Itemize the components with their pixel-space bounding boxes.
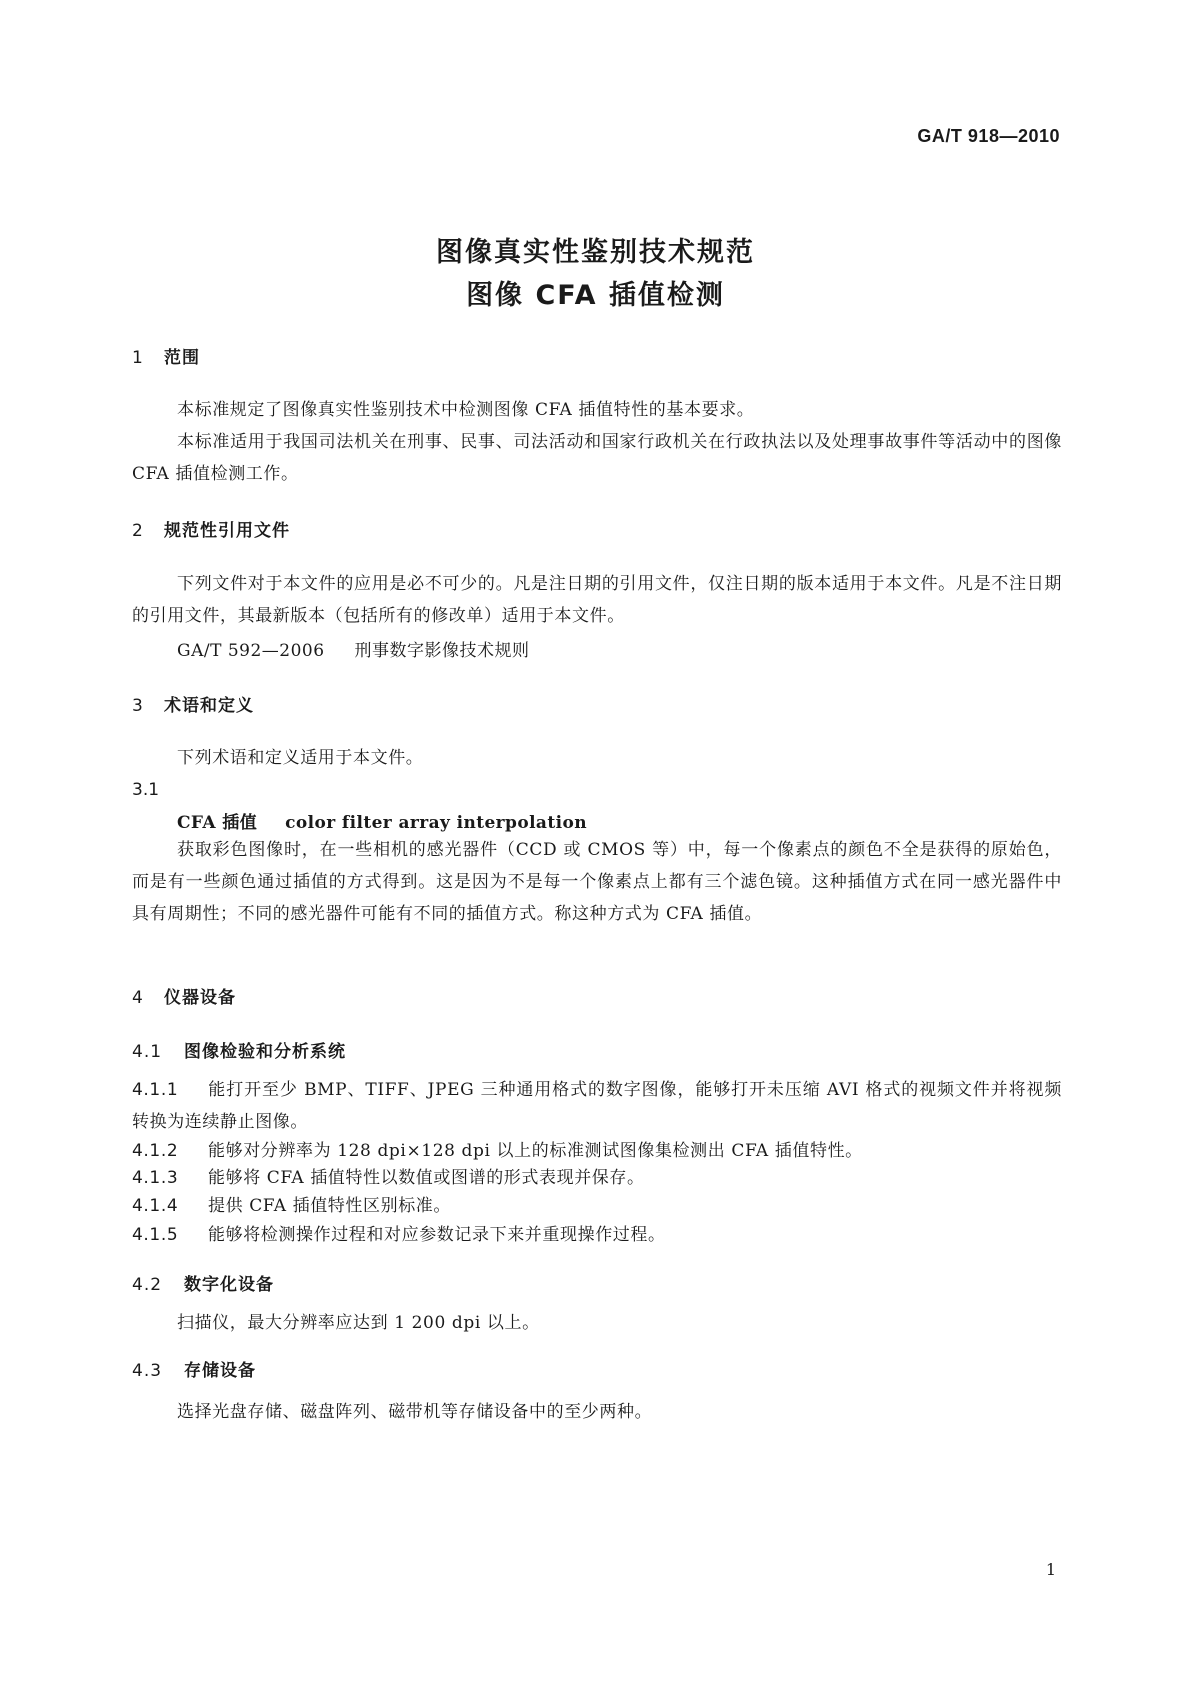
- section-4-2-number: 4.2: [132, 1275, 163, 1295]
- page-number: 1: [1045, 1560, 1056, 1579]
- clause-text: 能够将检测操作过程和对应参数记录下来并重现操作过程。: [208, 1225, 666, 1245]
- document-title-line2: 图像 CFA 插值检测: [466, 280, 725, 311]
- section-4-title: 仪器设备: [164, 988, 236, 1008]
- clause-4-1-1: [132, 1074, 1062, 1138]
- document-title-line1: 图像真实性鉴别技术规范: [436, 237, 755, 268]
- section-3-number: 3: [132, 696, 144, 716]
- reference-title: 刑事数字影像技术规则: [354, 641, 530, 661]
- section-3-paragraph-1: 下列术语和定义适用于本文件。: [177, 748, 424, 768]
- section-2-title: 规范性引用文件: [164, 521, 290, 541]
- section-1-heading: [132, 343, 200, 368]
- section-4-2-heading: [132, 1270, 274, 1295]
- section-4-1-number: 4.1: [132, 1042, 163, 1062]
- section-4-heading: [132, 983, 236, 1008]
- section-4-3-number: 4.3: [132, 1361, 163, 1381]
- normative-reference: [177, 636, 530, 661]
- term-english: color filter array interpolation: [285, 813, 587, 833]
- section-1-paragraph-2: 本标准适用于我国司法机关在刑事、民事、司法活动和国家行政机关在行政执法以及处理事故事件等活动中的图像 CFA 插值检测工作。: [132, 432, 1062, 484]
- section-2-heading: [132, 516, 290, 541]
- section-3-title: 术语和定义: [164, 696, 254, 716]
- clause-number: 4.1.3: [132, 1168, 179, 1188]
- section-1-number: 1: [132, 348, 144, 368]
- clause-number: 4.1.2: [132, 1141, 179, 1161]
- section-4-3-text: 选择光盘存储、磁盘阵列、磁带机等存储设备中的至少两种。: [177, 1402, 653, 1422]
- clause-text: 能打开至少 BMP、TIFF、JPEG 三种通用格式的数字图像，能够打开未压缩 AVI 格式的视频文件并将视频转换为连续静止图像。: [132, 1080, 1062, 1132]
- clause-number: 4.1.5: [132, 1225, 179, 1245]
- section-4-2-text: 扫描仪，最大分辨率应达到 1 200 dpi 以上。: [177, 1313, 540, 1333]
- clause-number: 4.1.4: [132, 1196, 179, 1216]
- section-4-number: 4: [132, 988, 144, 1008]
- section-4-1-heading: [132, 1037, 346, 1062]
- reference-code: GA/T 592—2006: [177, 641, 325, 661]
- section-4-2-title: 数字化设备: [184, 1275, 274, 1295]
- standard-code: GA/T 918—2010: [917, 126, 1060, 146]
- term-chinese: CFA 插值: [177, 813, 258, 833]
- section-2-number: 2: [132, 521, 144, 541]
- clause-4-1-4: [132, 1190, 1062, 1222]
- clause-number: 4.1.1: [132, 1080, 179, 1100]
- section-1-paragraph-1: 本标准规定了图像真实性鉴别技术中检测图像 CFA 插值特性的基本要求。: [177, 400, 755, 420]
- clause-text: 能够将 CFA 插值特性以数值或图谱的形式表现并保存。: [208, 1168, 645, 1188]
- clause-text: 提供 CFA 插值特性区别标准。: [208, 1196, 452, 1216]
- section-4-3-heading: [132, 1356, 256, 1381]
- term-heading: [177, 808, 587, 833]
- section-2-paragraph-1: 下列文件对于本文件的应用是必不可少的。凡是注日期的引用文件，仅注日期的版本适用于本文件。凡是不注日期的引用文件，其最新版本（包括所有的修改单）适用于本文件。: [132, 574, 1062, 626]
- term-number: 3.1: [132, 780, 160, 800]
- section-1-title: 范围: [164, 348, 200, 368]
- clause-text: 能够对分辨率为 128 dpi×128 dpi 以上的标准测试图像集检测出 CFA 插值特性。: [208, 1141, 863, 1161]
- section-4-3-title: 存储设备: [184, 1361, 256, 1381]
- section-3-heading: [132, 691, 254, 716]
- clause-4-1-5: [132, 1219, 1062, 1251]
- term-definition: 获取彩色图像时，在一些相机的感光器件（CCD 或 CMOS 等）中，每一个像素点的颜色不全是获得的原始色，而是有一些颜色通过插值的方式得到。这是因为不是每一个像素点上都有三个滤色镜。这种插值方式在同一感光器件中具有周期性；不同的感光器件可能有不同的插值方式。称这种方式为 CFA 插值。: [132, 840, 1062, 924]
- section-4-1-title: 图像检验和分析系统: [184, 1042, 346, 1062]
